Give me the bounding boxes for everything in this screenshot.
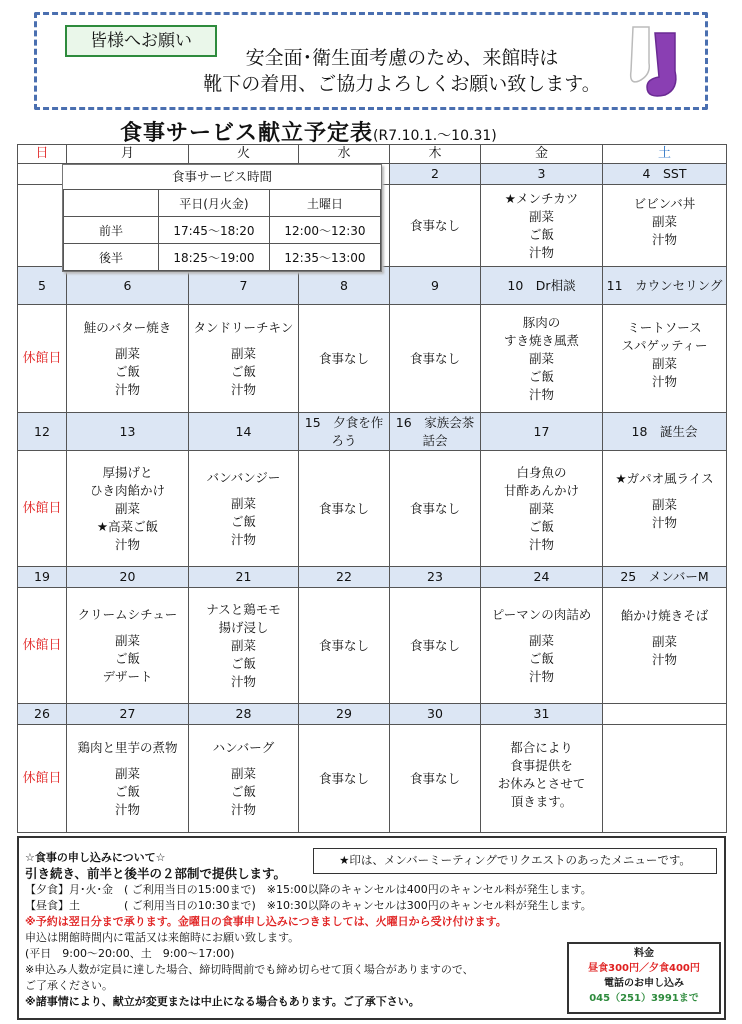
menu-cell bbox=[603, 725, 727, 833]
menu-item: 副菜 bbox=[114, 345, 140, 361]
menu-item: 餡かけ焼きそば bbox=[620, 607, 709, 623]
menu-item: 副菜 bbox=[651, 496, 677, 512]
date-cell bbox=[18, 164, 67, 185]
footer-heading: ☆食事の申し込みについて☆ bbox=[25, 851, 166, 864]
menu-item: 都合により bbox=[510, 739, 573, 755]
date-row bbox=[18, 413, 727, 451]
closed-label: 休館日 bbox=[18, 588, 67, 704]
menu-cell-no-meal: 食事なし bbox=[299, 305, 390, 413]
weekday-header-row bbox=[18, 145, 727, 164]
menu-item: ご飯 bbox=[114, 363, 140, 379]
menu-item: 揚げ浸し bbox=[218, 619, 269, 635]
menu-item: 汁物 bbox=[651, 514, 677, 530]
menu-item: 副菜 bbox=[230, 765, 256, 781]
menu-item: 副菜 bbox=[114, 765, 140, 781]
menu-item: 汁物 bbox=[114, 381, 140, 397]
menu-item: すき焼き風煮 bbox=[503, 332, 579, 348]
menu-cell bbox=[67, 451, 189, 567]
menu-cell-no-meal: 食事なし bbox=[390, 588, 481, 704]
menu-cell bbox=[481, 588, 603, 704]
menu-item: ハンバーグ bbox=[212, 739, 275, 755]
menu-cell bbox=[67, 588, 189, 704]
menu-cell-no-meal: 食事なし bbox=[390, 451, 481, 567]
service-col-saturday: 土曜日 bbox=[269, 190, 380, 217]
menu-row bbox=[18, 305, 727, 413]
menu-item: ビビンバ丼 bbox=[633, 195, 696, 211]
menu-item: 汁物 bbox=[230, 801, 256, 817]
date-cell: 6 bbox=[67, 267, 189, 305]
service-weekday-time: 18:25～19:00 bbox=[158, 244, 269, 271]
menu-item: 汁物 bbox=[528, 668, 554, 684]
menu-row bbox=[18, 588, 727, 704]
weekday-sat: 土 bbox=[603, 145, 727, 164]
footer-lunch: 【昼食】土 ( ご利用当日の10:30まで) ※10:30以降のキャンセルは300円のキャンセル料が発生します。 bbox=[25, 899, 592, 912]
menu-item: ご飯 bbox=[528, 650, 554, 666]
star-note: ★印は、メンバーミーティングでリクエストのあったメニューです。 bbox=[313, 848, 717, 874]
closed-label: 休館日 bbox=[18, 725, 67, 833]
date-cell: 20 bbox=[67, 567, 189, 588]
fee-tel: 045（251）3991まで bbox=[589, 993, 699, 1004]
menu-item: 副菜 bbox=[651, 213, 677, 229]
service-time-table bbox=[63, 189, 381, 271]
footer-full-2: ご了承ください。 bbox=[25, 979, 113, 992]
menu-item: ご飯 bbox=[230, 513, 256, 529]
menu-item: 副菜 bbox=[114, 500, 140, 516]
weekday-thu: 木 bbox=[390, 145, 481, 164]
menu-cell bbox=[603, 305, 727, 413]
menu-item: 豚肉の bbox=[522, 314, 561, 330]
menu-item: ナスと鶏モモ bbox=[206, 601, 281, 617]
weekday-fri: 金 bbox=[481, 145, 603, 164]
date-cell: 12 bbox=[18, 413, 67, 451]
menu-item: お休みとさせて bbox=[497, 775, 586, 791]
footer-hours: (平日 9:00～20:00、土 9:00～17:00) bbox=[25, 947, 235, 960]
menu-cell-no-meal: 食事なし bbox=[299, 451, 390, 567]
menu-row bbox=[18, 725, 727, 833]
service-row-name: 後半 bbox=[64, 244, 159, 271]
date-cell: 10 Dr相談 bbox=[481, 267, 603, 305]
menu-item: クリームシチュー bbox=[77, 606, 178, 622]
table-cell bbox=[64, 190, 159, 217]
menu-item: ご飯 bbox=[114, 783, 140, 799]
menu-cell bbox=[189, 725, 299, 833]
service-time-box bbox=[62, 164, 382, 272]
menu-item: 副菜 bbox=[114, 632, 140, 648]
menu-item: 汁物 bbox=[230, 381, 256, 397]
menu-item: 副菜 bbox=[651, 633, 677, 649]
date-cell: 4 SST bbox=[603, 164, 727, 185]
date-cell: 7 bbox=[189, 267, 299, 305]
date-cell: 24 bbox=[481, 567, 603, 588]
footer-full: ※申込み人数が定員に達した場合、締切時間前でも締め切らせて頂く場合がありますので、 bbox=[25, 963, 474, 976]
menu-cell-no-meal: 食事なし bbox=[299, 588, 390, 704]
date-cell bbox=[603, 704, 727, 725]
date-cell: 29 bbox=[299, 704, 390, 725]
menu-item: スパゲッティー bbox=[621, 337, 708, 353]
service-weekday-time: 17:45～18:20 bbox=[158, 217, 269, 244]
menu-item: 副菜 bbox=[230, 495, 256, 511]
date-row bbox=[18, 267, 727, 305]
closed-label: 休館日 bbox=[18, 451, 67, 567]
fee-price: 昼食300円／夕食400円 bbox=[588, 963, 700, 974]
menu-cell bbox=[603, 451, 727, 567]
menu-item: 汁物 bbox=[114, 801, 140, 817]
menu-item: 汁物 bbox=[651, 373, 677, 389]
date-cell: 14 bbox=[189, 413, 299, 451]
notice-box bbox=[34, 12, 708, 110]
menu-item: ご飯 bbox=[528, 518, 554, 534]
menu-item: ご飯 bbox=[230, 363, 256, 379]
date-cell: 3 bbox=[481, 164, 603, 185]
menu-item: ピーマンの肉詰め bbox=[491, 606, 592, 622]
notice-line-1: 安全面･衛生面考慮のため、来館時は bbox=[245, 47, 559, 69]
service-saturday-time: 12:00～12:30 bbox=[269, 217, 380, 244]
menu-cell bbox=[481, 725, 603, 833]
menu-item: 副菜 bbox=[528, 208, 554, 224]
menu-item: 汁物 bbox=[651, 651, 677, 667]
date-cell: 19 bbox=[18, 567, 67, 588]
menu-cell bbox=[18, 185, 67, 267]
date-cell: 11 カウンセリング bbox=[603, 267, 727, 305]
title-range: (R7.10.1.～10.31) bbox=[373, 128, 497, 144]
footer-apply: 申込は開館時間内に電話又は来館時にお願い致します。 bbox=[25, 931, 300, 944]
menu-item: 甘酢あんかけ bbox=[503, 482, 579, 498]
menu-item: 鮭のバター焼き bbox=[83, 319, 172, 335]
menu-cell bbox=[189, 588, 299, 704]
weekday-mon: 月 bbox=[67, 145, 189, 164]
menu-item: 汁物 bbox=[528, 244, 554, 260]
date-cell: 17 bbox=[481, 413, 603, 451]
menu-item: ★メンチカツ bbox=[504, 190, 579, 206]
date-cell: 30 bbox=[390, 704, 481, 725]
menu-item: 食事提供を bbox=[510, 757, 573, 773]
date-cell: 13 bbox=[67, 413, 189, 451]
title-main: 食事サービス献立予定表 bbox=[120, 121, 374, 146]
footer-parts: 引き続き、前半と後半の２部制で提供します。 bbox=[25, 866, 287, 881]
service-col-weekday: 平日(月火金) bbox=[158, 190, 269, 217]
date-cell: 16 家族会茶話会 bbox=[390, 413, 481, 451]
date-cell: 21 bbox=[189, 567, 299, 588]
menu-cell bbox=[603, 588, 727, 704]
date-cell: 26 bbox=[18, 704, 67, 725]
date-cell: 25 メンバーM bbox=[603, 567, 727, 588]
menu-item: 頂きます。 bbox=[510, 793, 573, 809]
page-title bbox=[120, 116, 497, 147]
menu-cell-no-meal: 食事なし bbox=[390, 305, 481, 413]
menu-row bbox=[18, 451, 727, 567]
menu-item: 汁物 bbox=[528, 536, 554, 552]
date-cell: 2 bbox=[390, 164, 481, 185]
table-row bbox=[64, 190, 381, 217]
menu-cell-no-meal: 食事なし bbox=[390, 725, 481, 833]
date-cell: 23 bbox=[390, 567, 481, 588]
table-row bbox=[64, 244, 381, 271]
date-cell: 15 夕食を作ろう bbox=[299, 413, 390, 451]
menu-item: 汁物 bbox=[230, 531, 256, 547]
menu-cell bbox=[189, 451, 299, 567]
menu-item: ご飯 bbox=[528, 226, 554, 242]
date-row bbox=[18, 704, 727, 725]
service-saturday-time: 12:35～13:00 bbox=[269, 244, 380, 271]
weekday-tue: 火 bbox=[189, 145, 299, 164]
menu-item: ご飯 bbox=[114, 650, 140, 666]
menu-item: ★高菜ご飯 bbox=[96, 518, 159, 534]
date-cell: 5 bbox=[18, 267, 67, 305]
menu-item: 厚揚げと bbox=[102, 464, 153, 480]
service-row-name: 前半 bbox=[64, 217, 159, 244]
menu-item: タンドリーチキン bbox=[193, 319, 294, 335]
menu-item: 副菜 bbox=[528, 632, 554, 648]
menu-item: 副菜 bbox=[651, 355, 677, 371]
menu-item: 鶏肉と里芋の煮物 bbox=[77, 739, 178, 755]
date-cell: 8 bbox=[299, 267, 390, 305]
menu-cell bbox=[481, 185, 603, 267]
menu-cell bbox=[189, 305, 299, 413]
menu-item: 副菜 bbox=[230, 637, 256, 653]
date-cell: 22 bbox=[299, 567, 390, 588]
menu-cell bbox=[481, 451, 603, 567]
menu-item: ★ガパオ風ライス bbox=[615, 470, 714, 486]
menu-cell bbox=[67, 305, 189, 413]
menu-item: 白身魚の bbox=[516, 464, 567, 480]
menu-item: 副菜 bbox=[230, 345, 256, 361]
menu-item: ひき肉餡かけ bbox=[89, 482, 165, 498]
fee-box bbox=[567, 942, 721, 1014]
notice-tag: 皆様へお願い bbox=[65, 25, 217, 57]
date-cell: 18 誕生会 bbox=[603, 413, 727, 451]
menu-item: 副菜 bbox=[528, 500, 554, 516]
fee-tel-label: 電話のお申し込み bbox=[604, 978, 684, 989]
menu-item: 汁物 bbox=[230, 673, 256, 689]
menu-item: ミートソース bbox=[627, 319, 702, 335]
menu-item: デザート bbox=[102, 668, 153, 684]
menu-cell-no-meal: 食事なし bbox=[299, 725, 390, 833]
date-cell: 28 bbox=[189, 704, 299, 725]
menu-item: 汁物 bbox=[651, 231, 677, 247]
footer-reserve: ※予約は翌日分まで承ります。金曜日の食事申し込みにつきましては、火曜日から受け付けます。 bbox=[25, 915, 507, 928]
notice-text bbox=[177, 45, 627, 97]
menu-item: ご飯 bbox=[528, 368, 554, 384]
sock-icon bbox=[625, 23, 695, 103]
service-time-title: 食事サービス時間 bbox=[171, 169, 272, 184]
date-row bbox=[18, 567, 727, 588]
weekday-wed: 水 bbox=[299, 145, 390, 164]
menu-item: ご飯 bbox=[230, 783, 256, 799]
date-cell: 27 bbox=[67, 704, 189, 725]
menu-item: ご飯 bbox=[230, 655, 256, 671]
menu-cell bbox=[481, 305, 603, 413]
menu-item: 汁物 bbox=[114, 536, 140, 552]
footer-dinner: 【夕食】月･火･金 ( ご利用当日の15:00まで) ※15:00以降のキャンセルは400円のキャンセル料が発生します。 bbox=[25, 883, 592, 896]
date-cell: 9 bbox=[390, 267, 481, 305]
menu-item: 汁物 bbox=[528, 386, 554, 402]
menu-item: バンバンジー bbox=[206, 469, 281, 485]
fee-title: 料金 bbox=[634, 948, 654, 959]
menu-cell bbox=[67, 725, 189, 833]
footer-info bbox=[17, 836, 726, 1020]
closed-label: 休館日 bbox=[18, 305, 67, 413]
weekday-sun: 日 bbox=[18, 145, 67, 164]
menu-cell bbox=[603, 185, 727, 267]
notice-line-2: 靴下の着用、ご協力よろしくお願い致します。 bbox=[203, 73, 601, 95]
table-row bbox=[64, 217, 381, 244]
menu-item: 副菜 bbox=[528, 350, 554, 366]
footer-change: ※諸事情により、献立が変更または中止になる場合もあります。ご了承下さい。 bbox=[25, 995, 420, 1008]
date-cell: 31 bbox=[481, 704, 603, 725]
menu-cell-no-meal: 食事なし bbox=[390, 185, 481, 267]
